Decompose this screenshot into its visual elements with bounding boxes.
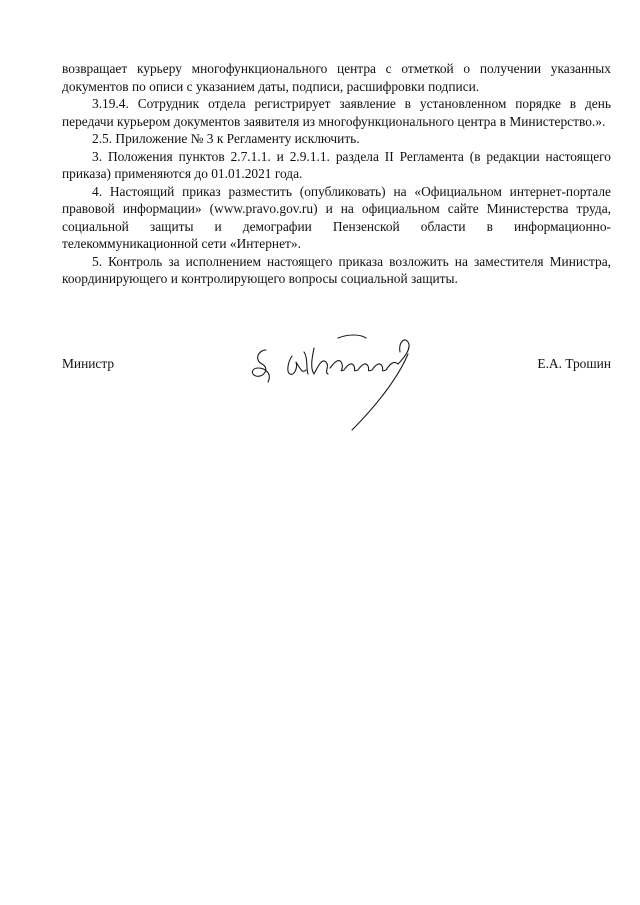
- signatory-title: Министр: [62, 356, 115, 371]
- paragraph-5: 5. Контроль за исполнением настоящего приказа возложить на заместителя Министра, координирующего и контролирующего вопросы социальной защиты.: [62, 253, 611, 286]
- paragraph-2-5: 2.5. Приложение № 3 к Регламенту исключить.: [92, 131, 360, 146]
- paragraph-4: 4. Настоящий приказ разместить (опубликовать) на «Официальном интернет-портале правовой информации» (www.pravo.gov.ru) и на официальном сайте Министерства труда, социальной защиты и демографии Пензенской области в информационно-телекоммуникационной сети «Интернет».: [62, 183, 611, 251]
- signature-icon: [248, 328, 423, 440]
- signatory-name: Е.А. Трошин: [537, 356, 611, 371]
- paragraph-3: 3. Положения пунктов 2.7.1.1. и 2.9.1.1. раздела II Регламента (в редакции настоящего приказа) применяются до 01.01.2021 года.: [62, 148, 611, 181]
- document-body: [62, 60, 611, 288]
- paragraph-continuation: возвращает курьеру многофункционального центра с отметкой о получении указанных документов по описи с указанием даты, подписи, расшифровки подписи.: [62, 61, 611, 94]
- paragraph-3-19-4: 3.19.4. Сотрудник отдела регистрирует заявление в установленном порядке в день передачи курьером документов заявителя из многофункционального центра в Министерство.».: [62, 96, 611, 129]
